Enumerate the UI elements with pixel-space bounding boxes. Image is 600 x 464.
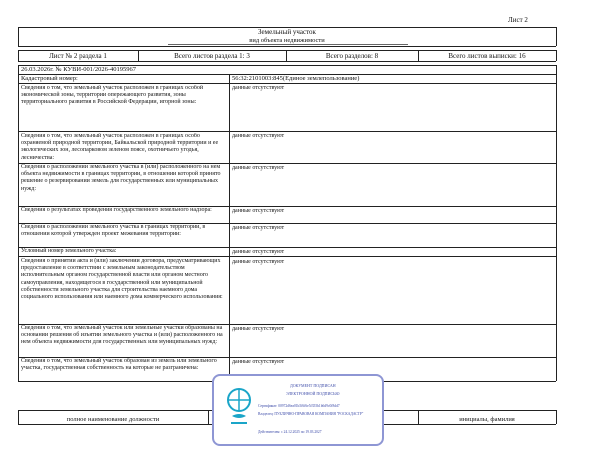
table-row-value: данные отсутствуют bbox=[232, 326, 285, 332]
table-row-value: данные отсутствуют bbox=[232, 225, 285, 231]
stamp-line-2: ЭЛЕКТРОННОЙ ПОДПИСЬЮ bbox=[286, 391, 340, 396]
table-row-label: Сведения о расположении земельного участка в (или) расположенного на нем объекта недвижимости в границах территории, в отношении которой принято решение о резервировании земель для государственных или муниципальных нужд: bbox=[21, 164, 221, 192]
stamp-line-1: ДОКУМЕНТ ПОДПИСАН bbox=[290, 383, 336, 388]
table-row-value: данные отсутствуют bbox=[232, 249, 285, 255]
table-row-label: Сведения о результатах проведения государственного земельного надзора: bbox=[21, 207, 212, 213]
name-caption: инициалы, фамилия bbox=[459, 416, 515, 423]
stamp-owner: Владелец: ПУБЛИЧНО-ПРАВОВАЯ КОМПАНИЯ "РОСКАДАСТР" bbox=[258, 412, 364, 416]
table-row-label: Сведения о том, что земельный участок или земельные участки образованы на основании решения об изъятии земельного участка и (или) расположенного на нем объекта недвижимости для государственных или муниципальных нужд: bbox=[21, 325, 223, 346]
electronic-signature-stamp bbox=[212, 374, 384, 446]
table-row-label: Сведения о том, что земельный участок расположен в границах особой экономической зоны, территории опережающего развития, зоны территориального развития в Российской Федерации, игорной зоны: bbox=[21, 85, 204, 106]
table-row-label: Условный номер земельного участка: bbox=[21, 248, 117, 254]
cadastral-label: Кадастровый номер: bbox=[21, 75, 78, 82]
position-caption: полное наименование должности bbox=[66, 416, 160, 423]
extract-date-number: 26.03.2026г. № КУВИ-001/2026-40195967 bbox=[21, 66, 136, 73]
total-sheets-extract: Всего листов выписки: 16 bbox=[448, 52, 526, 60]
object-title: Земельный участок bbox=[258, 28, 316, 36]
table-row-value: данные отсутствуют bbox=[232, 208, 285, 214]
table-row-value: данные отсутствуют bbox=[232, 85, 285, 91]
table-row-label: Сведения о расположении земельного участка в границах территории, в отношении которой утвержден проект межевания территории: bbox=[21, 224, 206, 238]
object-type: вид объекта недвижимости bbox=[249, 37, 325, 44]
total-sections: Всего разделов: 8 bbox=[325, 52, 379, 60]
roskadastr-logo-icon bbox=[222, 386, 256, 430]
sheet-number: Лист 2 bbox=[508, 16, 528, 24]
stamp-certificate: Сертификат: 00972d6ea01b5f6f6e5f355b1b6d9c0f8dd7 bbox=[258, 404, 340, 408]
table-row-label: Сведения о том, что земельный участок образован из земель или земельного участка, государственная собственность на которые не разграничена: bbox=[21, 358, 217, 372]
table-row-label: Сведения о принятии акта и (или) заключении договора, предусматривающих предоставление в соответствии с земельным законодательством исполнительным органом государственной власти или органом местного самоуправления, находящегося в государственной или муниципальной собственности земельного участка для строительства наемного дома социального использования или наемного дома коммерческого использования: bbox=[21, 258, 223, 301]
table-row-value: данные отсутствуют bbox=[232, 133, 285, 139]
stamp-validity: Действителен: с 24.12.2025 по 19.03.2027 bbox=[258, 430, 322, 434]
sheet-of-section: Лист № 2 раздела 1 bbox=[49, 52, 107, 60]
table-row-value: данные отсутствуют bbox=[232, 359, 285, 365]
table-row-value: данные отсутствуют bbox=[232, 259, 285, 265]
table-row-value: данные отсутствуют bbox=[232, 165, 285, 171]
table-row-label: Сведения о том, что земельный участок расположен в границах особо охраняемой природной территории, Байкальской природной территории и ее экологических зон, лесопарковом зеленом поясе, охотничьего угодья, лесничества: bbox=[21, 133, 219, 161]
total-sheets-section: Всего листов раздела 1: 3 bbox=[174, 52, 250, 60]
cadastral-value: 56:32:2101003:845(Единое землепользование) bbox=[232, 75, 360, 82]
